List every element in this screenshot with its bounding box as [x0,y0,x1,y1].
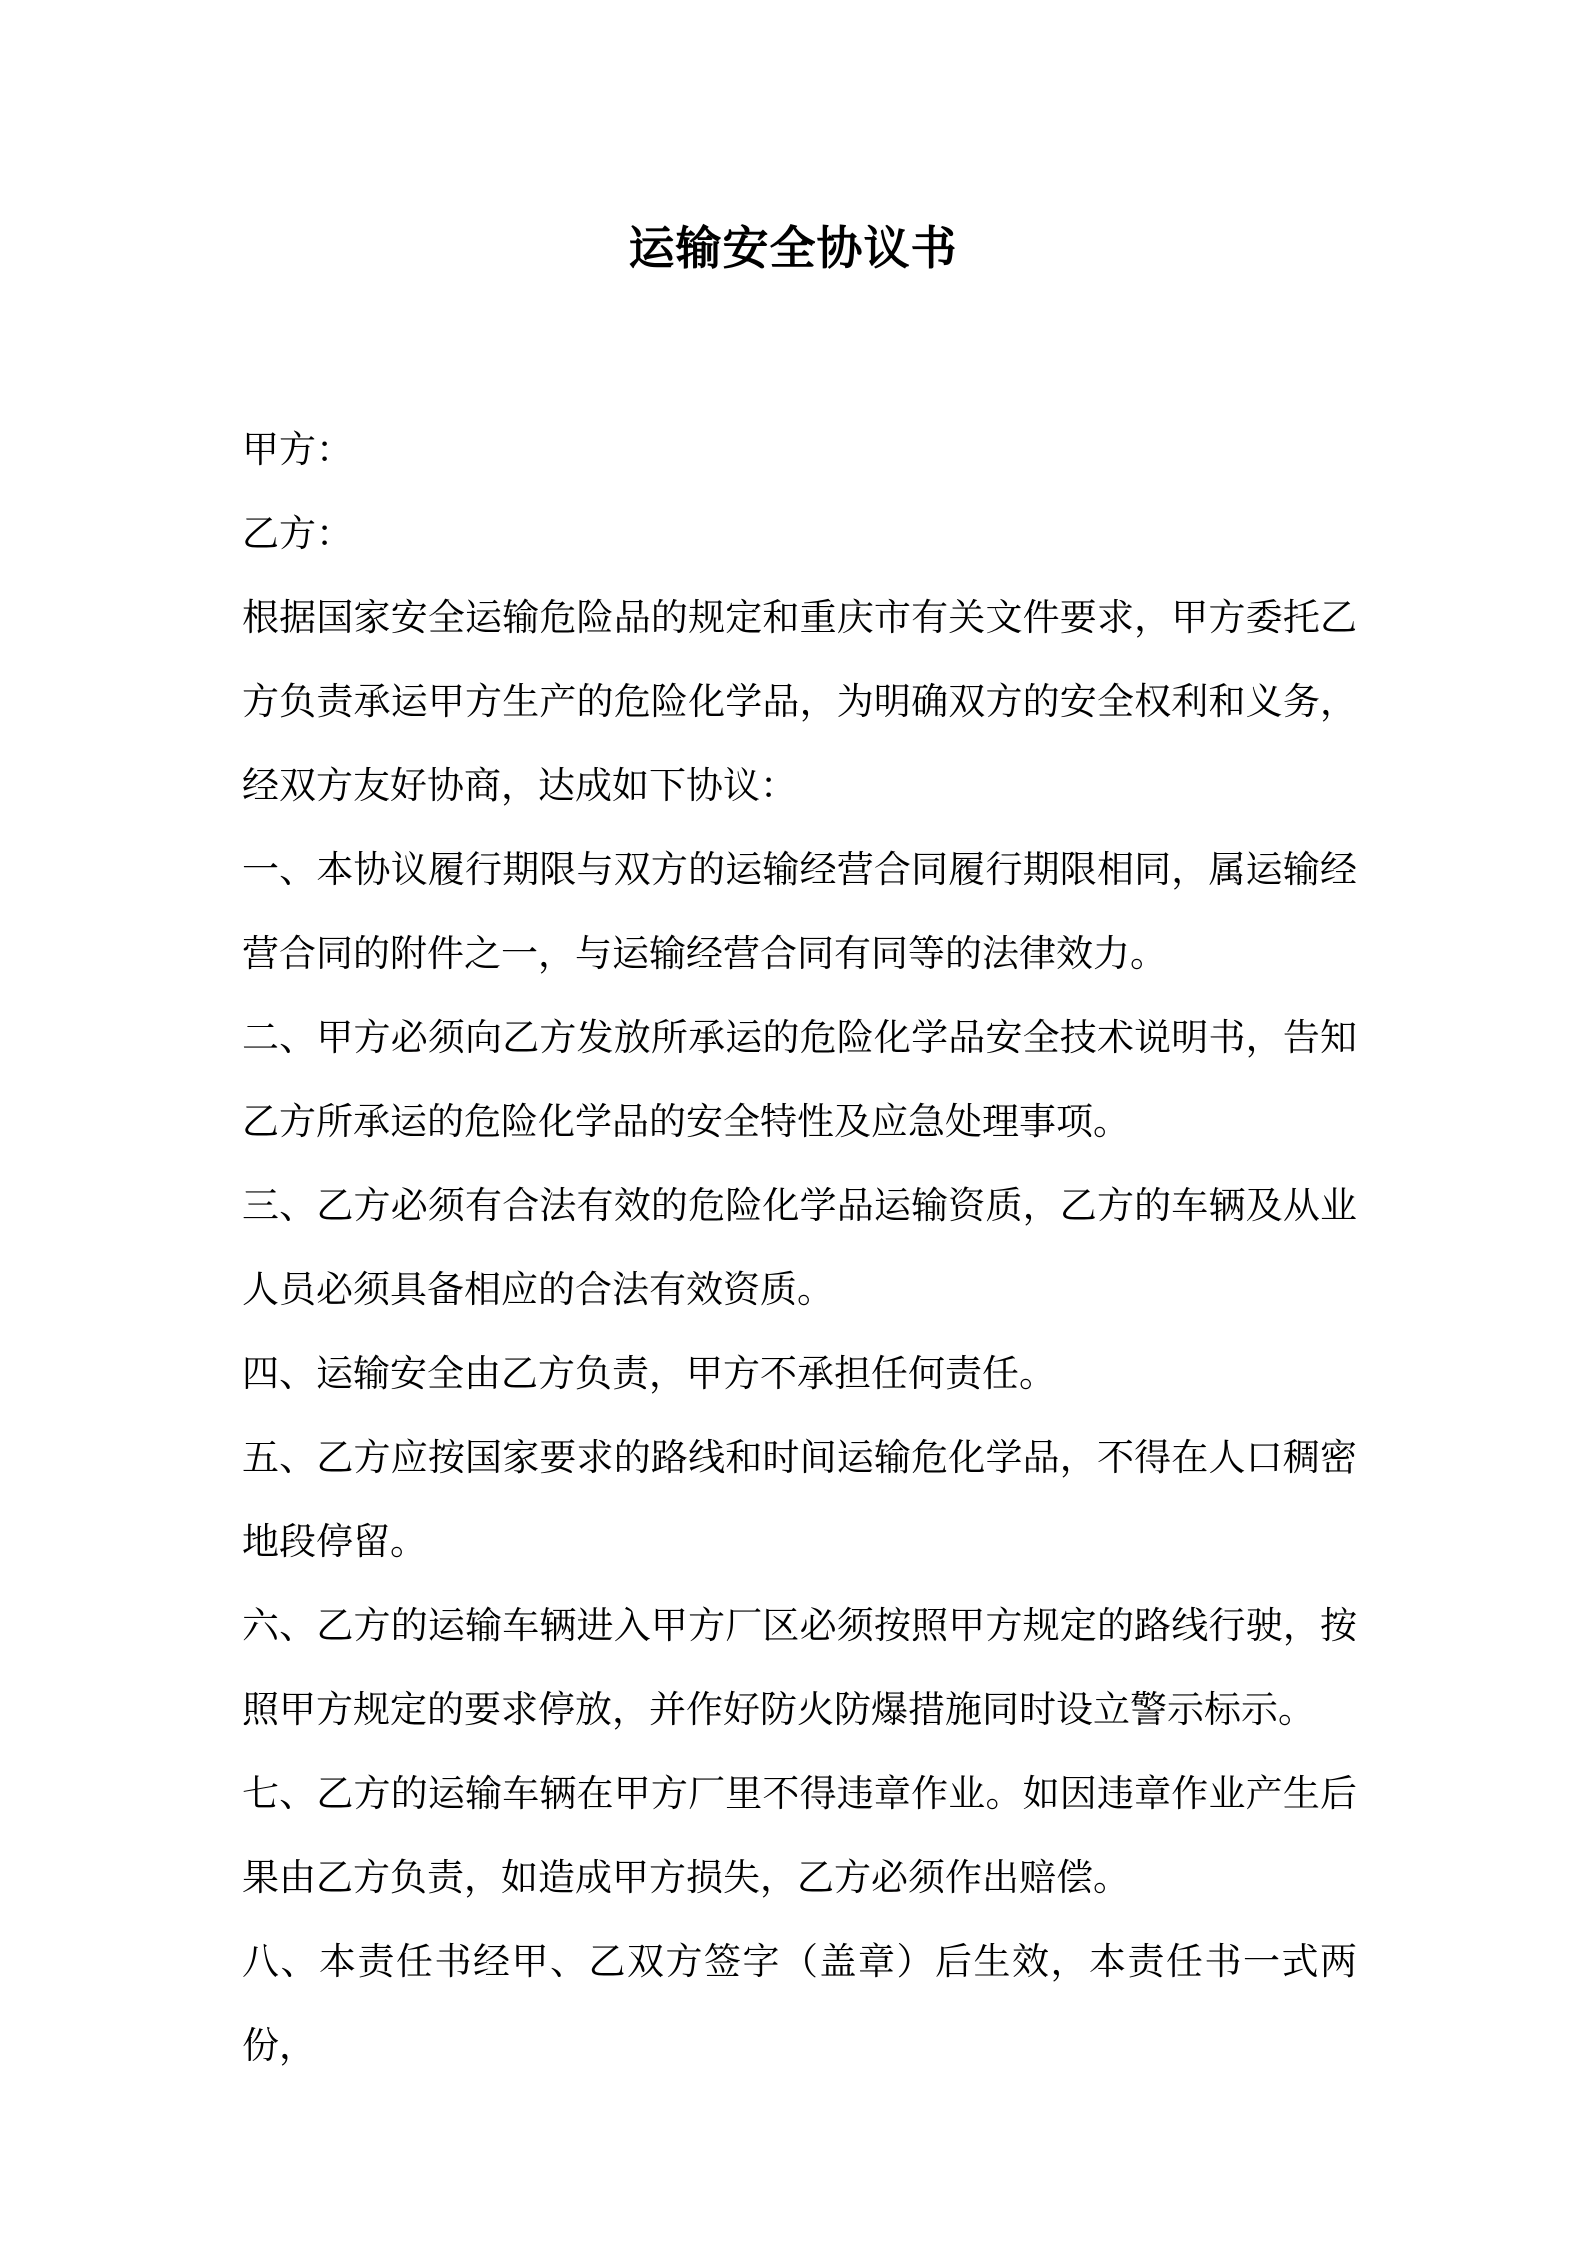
clause-3: 三、乙方必须有合法有效的危险化学品运输资质，乙方的车辆及从业人员必须具备相应的合法有效资质。 [242,1184,1357,1311]
document-title: 运输安全协议书 [628,221,958,275]
clause-1: 一、本协议履行期限与双方的运输经营合同履行期限相同，属运输经营合同的附件之一，与运输经营合同有同等的法律效力。 [242,848,1357,975]
party-b-line: 乙方： [242,512,353,555]
clause-5: 五、乙方应按国家要求的路线和时间运输危化学品，不得在人口稠密地段停留。 [242,1436,1357,1563]
intro-paragraph: 根据国家安全运输危险品的规定和重庆市有关文件要求，甲方委托乙方负责承运甲方生产的危险化学品，为明确双方的安全权利和义务，经双方友好协商，达成如下协议： [242,596,1357,807]
clause-2: 二、甲方必须向乙方发放所承运的危险化学品安全技术说明书，告知乙方所承运的危险化学品的安全特性及应急处理事项。 [242,1016,1357,1143]
document-body [242,408,1357,2088]
clause-6: 六、乙方的运输车辆进入甲方厂区必须按照甲方规定的路线行驶，按照甲方规定的要求停放，并作好防火防爆措施同时设立警示标示。 [242,1604,1357,1731]
party-a-line: 甲方： [242,428,353,471]
clause-7: 七、乙方的运输车辆在甲方厂里不得违章作业。如因违章作业产生后果由乙方负责，如造成甲方损失，乙方必须作出赔偿。 [242,1772,1357,1899]
clause-4: 四、运输安全由乙方负责，甲方不承担任何责任。 [242,1352,1056,1395]
clause-8: 八、本责任书经甲、乙双方签字（盖章）后生效，本责任书一式两份， [242,1940,1357,2067]
